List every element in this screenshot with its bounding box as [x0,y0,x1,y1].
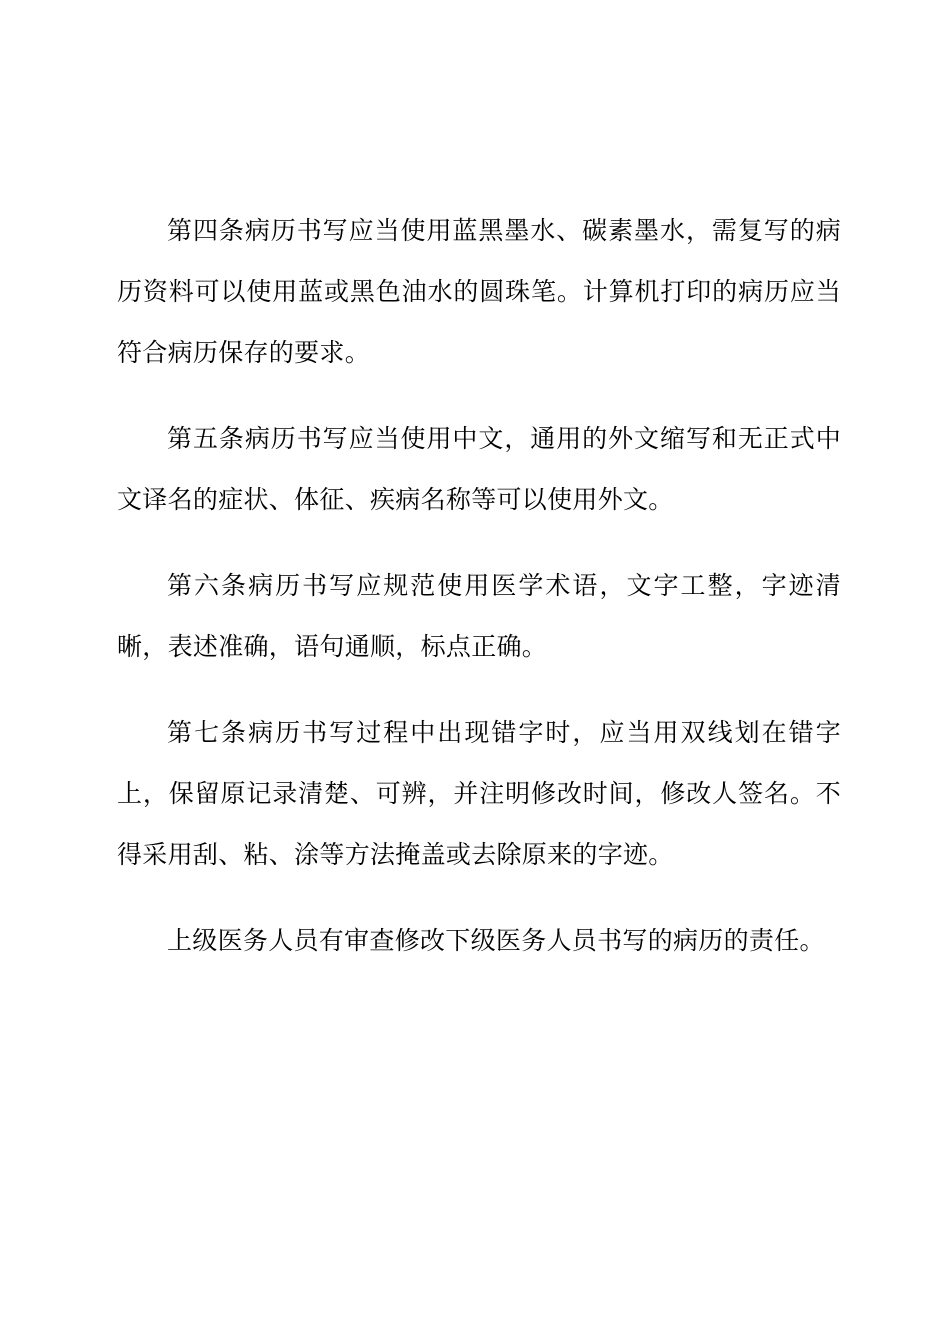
paragraph-article-5: 第五条病历书写应当使用中文，通用的外文缩写和无正式中文译名的症状、体征、疾病名称等可以使用外文。 [117,424,841,514]
document-body [117,200,841,971]
paragraph-article-7: 第七条病历书写过程中出现错字时，应当用双线划在错字上，保留原记录清楚、可辨，并注明修改时间，修改人签名。不得采用刮、粘、涂等方法掩盖或去除原来的字迹。 [117,718,841,869]
paragraph-article-4: 第四条病历书写应当使用蓝黑墨水、碳素墨水，需复写的病历资料可以使用蓝或黑色油水的圆珠笔。计算机打印的病历应当符合病历保存的要求。 [117,216,841,367]
paragraph-supervisor-responsibility: 上级医务人员有审查修改下级医务人员书写的病历的责任。 [167,926,825,955]
paragraph-article-6: 第六条病历书写应规范使用医学术语，文字工整，字迹清晰，表述准确，语句通顺，标点正确。 [117,571,841,661]
